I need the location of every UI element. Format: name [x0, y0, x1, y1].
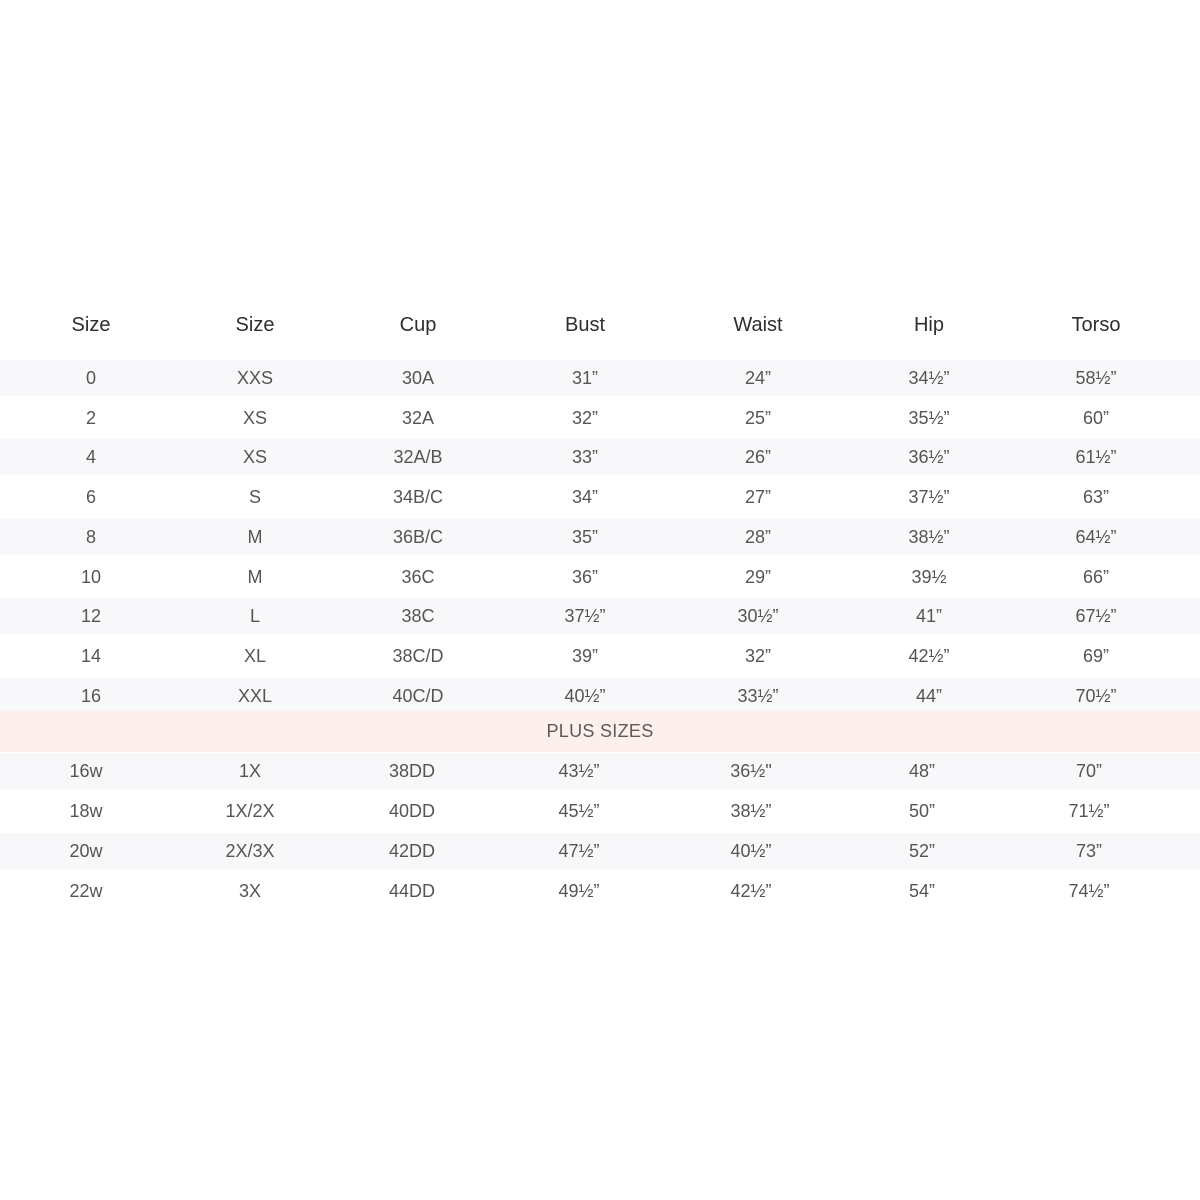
cell-hip: 36½”: [908, 446, 950, 467]
column-header-bust: Bust: [564, 313, 606, 336]
cell-numeric-size: 12: [80, 605, 102, 626]
cell-letter-size: XL: [243, 645, 267, 666]
cell-cup: 38C/D: [392, 645, 444, 666]
cell-waist: 28”: [744, 526, 771, 547]
cell-torso: 71½”: [1068, 800, 1110, 821]
cell-letter-size: 3X: [238, 880, 262, 901]
cell-torso: 73”: [1075, 840, 1102, 861]
cell-bust: 40½”: [564, 685, 606, 706]
cell-letter-size: XS: [242, 407, 267, 428]
cell-bust: 35”: [571, 526, 598, 547]
cell-cup: 36C: [401, 566, 435, 587]
cell-hip: 44”: [915, 685, 942, 706]
cell-letter-size: L: [249, 605, 260, 626]
cell-hip: 50”: [908, 800, 935, 821]
plus-size-row: [0, 833, 1200, 869]
size-row: [0, 360, 1200, 396]
cell-waist: 30½”: [737, 605, 779, 626]
cell-waist: 42½”: [730, 880, 772, 901]
cell-letter-size: 1X/2X: [225, 800, 275, 821]
cell-hip: 52”: [908, 840, 935, 861]
cell-numeric-size: 16: [80, 685, 102, 706]
cell-bust: 39”: [571, 645, 598, 666]
cell-cup: 36B/C: [392, 526, 444, 547]
cell-cup: 30A: [401, 367, 435, 388]
cell-waist: 29”: [744, 566, 771, 587]
cell-waist: 38½”: [730, 800, 772, 821]
cell-cup: 44DD: [388, 880, 436, 901]
cell-cup: 40DD: [388, 800, 436, 821]
cell-numeric-size: 14: [80, 645, 102, 666]
cell-waist: 32”: [744, 645, 771, 666]
cell-waist: 40½”: [730, 840, 772, 861]
cell-cup: 40C/D: [392, 685, 444, 706]
size-row: [0, 559, 1200, 595]
cell-waist: 36½": [730, 760, 772, 781]
cell-letter-size: 1X: [238, 760, 262, 781]
cell-hip: 48”: [908, 760, 935, 781]
cell-bust: 32”: [571, 407, 598, 428]
cell-hip: 35½”: [908, 407, 950, 428]
cell-torso: 60”: [1082, 407, 1109, 428]
cell-numeric-size: 20w: [69, 840, 103, 861]
cell-waist: 25”: [744, 407, 771, 428]
cell-bust: 31”: [571, 367, 598, 388]
cell-numeric-size: 16w: [69, 760, 103, 781]
cell-letter-size: XS: [242, 446, 267, 467]
cell-bust: 49½”: [558, 880, 600, 901]
cell-torso: 67½”: [1075, 605, 1117, 626]
column-header-waist: Waist: [733, 313, 783, 336]
column-header-letter-size: Size: [235, 313, 275, 336]
cell-numeric-size: 6: [85, 486, 96, 507]
cell-numeric-size: 22w: [69, 880, 103, 901]
cell-numeric-size: 0: [85, 367, 96, 388]
cell-numeric-size: 8: [85, 526, 96, 547]
cell-letter-size: S: [248, 486, 261, 507]
cell-bust: 43½”: [558, 760, 600, 781]
cell-waist: 27”: [744, 486, 771, 507]
size-row: [0, 678, 1200, 714]
cell-cup: 32A/B: [393, 446, 443, 467]
cell-letter-size: 2X/3X: [225, 840, 275, 861]
cell-torso: 66”: [1082, 566, 1109, 587]
cell-letter-size: XXL: [237, 685, 273, 706]
size-row: [0, 400, 1200, 436]
cell-torso: 70½”: [1075, 685, 1117, 706]
size-row: [0, 519, 1200, 555]
cell-waist: 26”: [744, 446, 771, 467]
cell-torso: 69”: [1082, 645, 1109, 666]
cell-torso: 63”: [1082, 486, 1109, 507]
cell-hip: 37½”: [908, 486, 950, 507]
cell-bust: 34”: [571, 486, 598, 507]
cell-torso: 64½”: [1075, 526, 1117, 547]
cell-letter-size: XXS: [236, 367, 274, 388]
cell-cup: 38DD: [388, 760, 436, 781]
cell-torso: 58½”: [1075, 367, 1117, 388]
cell-bust: 37½”: [564, 605, 606, 626]
cell-torso: 74½”: [1068, 880, 1110, 901]
cell-numeric-size: 4: [85, 446, 96, 467]
plus-size-row: [0, 873, 1200, 909]
cell-bust: 36”: [571, 566, 598, 587]
column-header-hip: Hip: [913, 313, 944, 336]
cell-cup: 34B/C: [392, 486, 444, 507]
cell-numeric-size: 10: [80, 566, 102, 587]
size-row: [0, 439, 1200, 475]
cell-torso: 70”: [1075, 760, 1102, 781]
cell-cup: 42DD: [388, 840, 436, 861]
cell-numeric-size: 18w: [69, 800, 103, 821]
cell-waist: 24”: [744, 367, 771, 388]
size-row: [0, 638, 1200, 674]
plus-size-row: [0, 753, 1200, 789]
size-row: [0, 598, 1200, 634]
cell-hip: 54”: [908, 880, 935, 901]
cell-cup: 38C: [401, 605, 435, 626]
cell-letter-size: M: [247, 526, 263, 547]
cell-hip: 42½”: [908, 645, 950, 666]
cell-hip: 39½: [911, 566, 947, 587]
cell-hip: 34½”: [908, 367, 950, 388]
cell-bust: 45½”: [558, 800, 600, 821]
cell-bust: 47½”: [558, 840, 600, 861]
cell-torso: 61½”: [1075, 446, 1117, 467]
plus-sizes-banner: PLUS SIZES: [0, 711, 1200, 752]
column-header-torso: Torso: [1071, 313, 1121, 336]
cell-letter-size: M: [247, 566, 263, 587]
size-chart-header: [0, 305, 1200, 345]
cell-bust: 33”: [571, 446, 598, 467]
cell-cup: 32A: [401, 407, 435, 428]
size-row: [0, 479, 1200, 515]
cell-hip: 41”: [915, 605, 942, 626]
column-header-numeric-size: Size: [71, 313, 111, 336]
cell-numeric-size: 2: [85, 407, 96, 428]
cell-waist: 33½”: [737, 685, 779, 706]
cell-hip: 38½”: [908, 526, 950, 547]
column-header-cup: Cup: [399, 313, 437, 336]
plus-size-row: [0, 793, 1200, 829]
